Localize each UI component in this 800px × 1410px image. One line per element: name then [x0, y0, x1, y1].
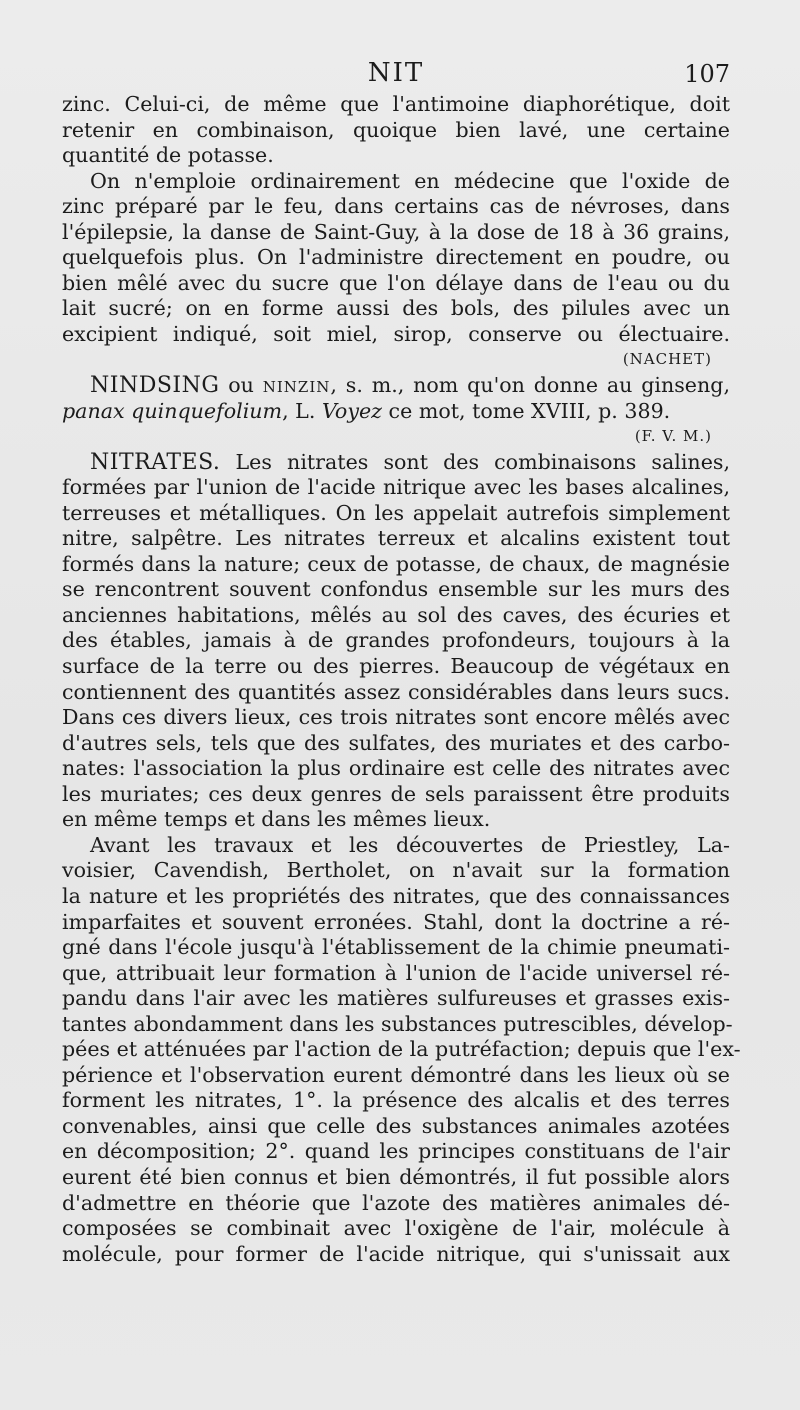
- text-line: voisier, Cavendish, Bertholet, on n'avait sur la formation: [62, 858, 730, 883]
- text-line: quelquefois plus. On l'administre directement en poudre, ou: [62, 245, 730, 270]
- text-line: terreuses et métalliques. On les appelait autrefois simplement: [62, 500, 730, 525]
- text-line: Dans ces divers lieux, ces trois nitrates sont encore mêlés avec: [62, 705, 730, 730]
- text-line: forment les nitrates, 1°. la présence des alcalis et des terres: [62, 1088, 730, 1113]
- text-line: nitre, salpêtre. Les nitrates terreux et alcalins existent tout: [62, 526, 730, 551]
- text-line: [62, 399, 730, 425]
- text-line: bien mêlé avec du sucre que l'on délaye dans de l'eau ou du: [62, 270, 730, 295]
- text-line: formées par l'union de l'acide nitrique avec les bases alcalines,: [62, 475, 730, 500]
- italic-term: panax quinquefolium: [62, 398, 283, 423]
- text-line: zinc. Celui-ci, de même que l'antimoine diaphorétique, doit: [62, 92, 730, 116]
- text-line: que, attribuait leur formation à l'union de l'acide universel ré-: [62, 960, 730, 985]
- text-fragment: ce mot, tome XVIII, p. 389.: [382, 398, 671, 423]
- entry-headword: NINDSING: [90, 373, 220, 399]
- text-line: On n'emploie ordinairement en médecine que l'oxide de: [90, 168, 730, 193]
- text-fragment-smallcaps: NINZIN: [262, 378, 331, 397]
- author-signature: (NACHET): [622, 350, 712, 369]
- text-line: convenables, ainsi que celle des substances animales azotées: [62, 1113, 730, 1138]
- text-line: périence et l'observation eurent démontré dans les lieux où se: [62, 1062, 730, 1087]
- entry-ninsing: [62, 373, 730, 399]
- text-line: l'épilepsie, la danse de Saint-Guy, à la dose de 18 à 36 grains,: [62, 219, 730, 244]
- text-line: Avant les travaux et les découvertes de Priestley, La-: [90, 832, 730, 857]
- running-head: NIT: [367, 58, 425, 88]
- page-header: [62, 58, 730, 92]
- text-line: la nature et les propriétés des nitrates, que des connaissances: [62, 883, 730, 908]
- text-line: en même temps et dans les mêmes lieux.: [62, 807, 491, 832]
- body-text: [62, 92, 741, 1267]
- entry-headword: NITRATES.: [90, 449, 221, 475]
- text-line: nates: l'association la plus ordinaire est celle des nitrates avec: [62, 756, 730, 781]
- italic-term: Voyez: [321, 398, 383, 423]
- text-line: excipient indiqué, soit miel, sirop, conserve ou électuaire.: [62, 321, 730, 346]
- text-line: surface de la terre ou des pierres. Beaucoup de végétaux en: [62, 654, 730, 679]
- text-line: d'admettre en théorie que l'azote des matières animales dé-: [62, 1190, 730, 1215]
- text-fragment: , L.: [282, 398, 322, 423]
- text-line: quantité de potasse.: [62, 143, 274, 168]
- text-line: pandu dans l'air avec les matières sulfureuses et grasses exis-: [62, 986, 730, 1011]
- text-line: se rencontrent souvent confondus ensemble sur les murs des: [62, 577, 730, 602]
- text-line: composées se combinait avec l'oxigène de l'air, molécule à: [62, 1216, 730, 1241]
- page-number: 107: [684, 60, 730, 88]
- text-line: formés dans la nature; ceux de potasse, de chaux, de magnésie: [62, 551, 730, 576]
- text-line: anciennes habitations, mêlés au sol des caves, des écuries et: [62, 602, 730, 627]
- text-line: lait sucré; on en forme aussi des bols, des pilules avec un: [62, 296, 730, 321]
- author-signature: (F. V. M.): [634, 427, 712, 446]
- text-line: tantes abondamment dans les substances putrescibles, dévelop-: [62, 1011, 733, 1036]
- text-line: imparfaites et souvent erronées. Stahl, dont la doctrine a ré-: [62, 909, 730, 934]
- text-fragment: , s. m., nom qu'on donne au ginseng,: [330, 373, 730, 398]
- entry-nitrates: [62, 450, 730, 476]
- text-line: en décomposition; 2°. quand les principes constituans de l'air: [62, 1139, 730, 1164]
- text-line: les muriates; ces deux genres de sels paraissent être produits: [62, 781, 730, 806]
- text-line: zinc préparé par le feu, dans certains cas de névroses, dans: [62, 194, 730, 219]
- text-line: d'autres sels, tels que des sulfates, des muriates et des carbo-: [62, 730, 730, 755]
- text-fragment: Les nitrates sont des combinaisons salines,: [220, 449, 730, 474]
- text-line: gné dans l'école jusqu'à l'établissement de la chimie pneumati-: [62, 935, 730, 960]
- text-line: des étables, jamais à de grandes profondeurs, toujours à la: [62, 628, 730, 653]
- text-line: eurent été bien connus et bien démontrés, il fut possible alors: [62, 1164, 730, 1189]
- text-line: molécule, pour former de l'acide nitrique, qui s'unissait aux: [62, 1241, 730, 1266]
- text-line: contiennent des quantités assez considérables dans leurs sucs.: [62, 679, 730, 704]
- text-line: retenir en combinaison, quoique bien lavé, une certaine: [62, 117, 730, 142]
- text-fragment: ou: [219, 373, 263, 398]
- text-line: pées et atténuées par l'action de la putréfaction; depuis que l'ex-: [62, 1037, 741, 1062]
